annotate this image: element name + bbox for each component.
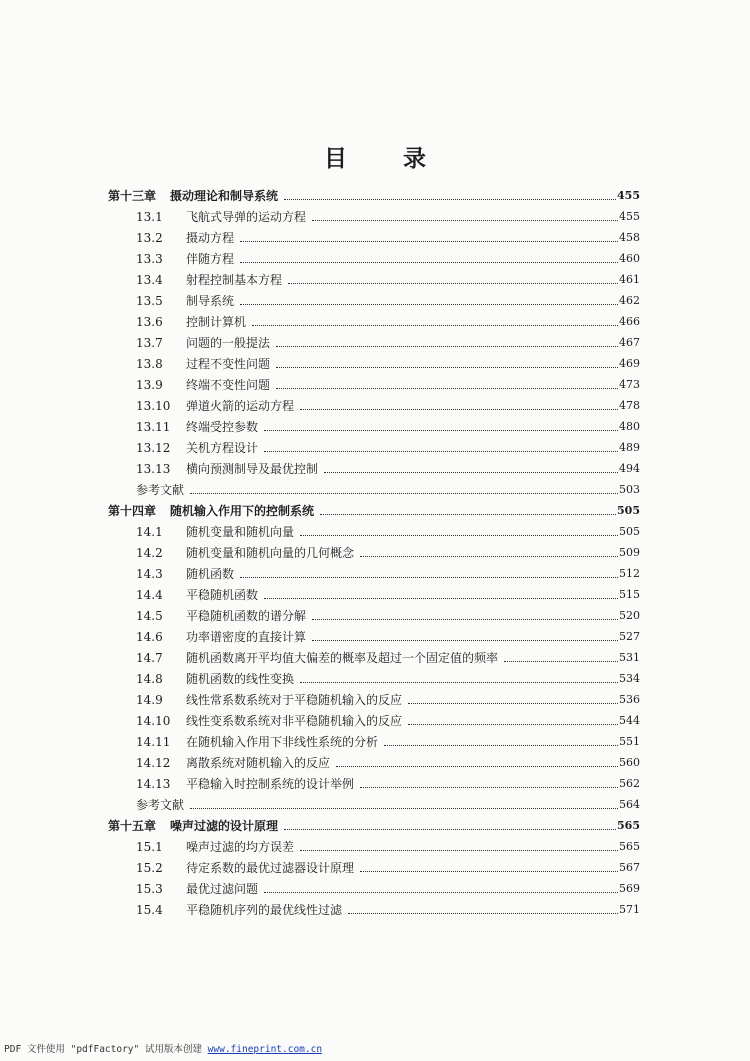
toc-number: 13.9 <box>136 378 163 392</box>
toc-page-number: 466 <box>619 315 640 328</box>
toc-number: 15.3 <box>136 882 163 896</box>
toc-section[interactable] <box>108 665 640 686</box>
toc-title: 噪声过滤的均方误差 <box>186 840 295 854</box>
toc-page-number: 520 <box>619 609 640 622</box>
leader-dots <box>336 765 618 767</box>
toc-section[interactable] <box>108 602 640 623</box>
toc-title: 随机输入作用下的控制系统 <box>170 504 315 518</box>
toc-page-number: 455 <box>617 189 640 202</box>
toc-section[interactable] <box>108 560 640 581</box>
toc-title: 摄动理论和制导系统 <box>170 189 279 203</box>
footer-link[interactable]: www.fineprint.com.cn <box>207 1044 323 1055</box>
toc-number: 15.2 <box>136 861 163 875</box>
toc-number: 14.11 <box>136 735 171 749</box>
leader-dots <box>276 366 618 368</box>
leader-dots <box>384 744 618 746</box>
pdf-footer <box>4 1041 322 1055</box>
leader-dots <box>264 597 618 599</box>
toc-page-number: 458 <box>619 231 640 244</box>
toc-title: 控制计算机 <box>186 315 247 329</box>
leader-dots <box>360 786 618 788</box>
toc-page-number: 509 <box>619 546 640 559</box>
toc-title: 线性常系数系统对于平稳随机输入的反应 <box>186 693 403 707</box>
toc-page-number: 480 <box>619 420 640 433</box>
toc-section[interactable] <box>108 224 640 245</box>
toc-page-number: 461 <box>619 273 640 286</box>
toc-title: 平稳随机函数 <box>186 588 259 602</box>
toc-section[interactable] <box>108 287 640 308</box>
leader-dots <box>360 870 618 872</box>
toc-title: 随机函数 <box>186 567 235 581</box>
leader-dots <box>276 345 618 347</box>
toc-section[interactable] <box>108 623 640 644</box>
table-of-contents <box>108 182 640 917</box>
toc-section[interactable] <box>108 749 640 770</box>
leader-dots <box>264 891 618 893</box>
leader-dots <box>312 618 618 620</box>
leader-dots <box>408 702 618 704</box>
toc-number: 13.13 <box>136 462 171 476</box>
toc-number: 14.5 <box>136 609 163 623</box>
toc-page-number: 503 <box>619 483 640 496</box>
toc-page-number: 564 <box>619 798 640 811</box>
toc-page-number: 562 <box>619 777 640 790</box>
toc-title: 射程控制基本方程 <box>186 273 283 287</box>
toc-title: 终端受控参数 <box>186 420 259 434</box>
toc-title: 线性变系数系统对非平稳随机输入的反应 <box>186 714 403 728</box>
toc-section[interactable] <box>108 833 640 854</box>
toc-number: 13.7 <box>136 336 163 350</box>
toc-number: 14.9 <box>136 693 163 707</box>
toc-title: 随机函数离开平均值大偏差的概率及超过一个固定值的频率 <box>186 651 499 665</box>
leader-dots <box>300 849 618 851</box>
toc-title: 伴随方程 <box>186 252 235 266</box>
toc-chapter[interactable] <box>108 182 640 203</box>
toc-number: 14.13 <box>136 777 171 791</box>
toc-page-number: 565 <box>619 840 640 853</box>
leader-dots <box>276 387 618 389</box>
toc-number: 15.4 <box>136 903 163 917</box>
leader-dots <box>324 471 618 473</box>
toc-title: 在随机输入作用下非线性系统的分析 <box>186 735 379 749</box>
toc-title: 待定系数的最优过滤器设计原理 <box>186 861 355 875</box>
toc-references[interactable] <box>108 791 640 812</box>
toc-page-number: 551 <box>619 735 640 748</box>
toc-section[interactable] <box>108 392 640 413</box>
toc-number: 13.2 <box>136 231 163 245</box>
toc-number: 13.5 <box>136 294 163 308</box>
toc-title: 摄动方程 <box>186 231 235 245</box>
toc-title: 功率谱密度的直接计算 <box>186 630 307 644</box>
toc-number: 14.6 <box>136 630 163 644</box>
toc-section[interactable] <box>108 770 640 791</box>
toc-number: 13.4 <box>136 273 163 287</box>
toc-title: 随机变量和随机向量的几何概念 <box>186 546 355 560</box>
toc-section[interactable] <box>108 875 640 896</box>
toc-title: 平稳随机函数的谱分解 <box>186 609 307 623</box>
toc-section[interactable] <box>108 308 640 329</box>
toc-title: 关机方程设计 <box>186 441 259 455</box>
toc-title: 随机函数的线性变换 <box>186 672 295 686</box>
footer-text: PDF 文件使用 "pdfFactory" 试用版本创建 <box>4 1044 208 1055</box>
toc-title: 噪声过滤的设计原理 <box>170 819 279 833</box>
leader-dots <box>240 240 618 242</box>
toc-number: 第十四章 <box>108 504 157 518</box>
leader-dots <box>300 408 618 410</box>
toc-title: 平稳随机序列的最优线性过滤 <box>186 903 343 917</box>
leader-dots <box>264 429 618 431</box>
leader-dots <box>300 534 618 536</box>
toc-section[interactable] <box>108 539 640 560</box>
toc-title: 随机变量和随机向量 <box>186 525 295 539</box>
toc-page-number: 534 <box>619 672 640 685</box>
leader-dots <box>252 324 618 326</box>
toc-title: 最优过滤问题 <box>186 882 259 896</box>
toc-number: 13.10 <box>136 399 171 413</box>
leader-dots <box>312 219 618 221</box>
toc-number: 14.2 <box>136 546 163 560</box>
toc-page-number: 505 <box>619 525 640 538</box>
leader-dots <box>240 261 618 263</box>
leader-dots <box>284 828 616 830</box>
toc-number: 14.8 <box>136 672 163 686</box>
toc-page-number: 515 <box>619 588 640 601</box>
leader-dots <box>408 723 618 725</box>
toc-page-number: 531 <box>619 651 640 664</box>
toc-number: 14.4 <box>136 588 163 602</box>
toc-number: 13.8 <box>136 357 163 371</box>
leader-dots <box>284 198 616 200</box>
toc-section[interactable] <box>108 518 640 539</box>
toc-page-number: 536 <box>619 693 640 706</box>
toc-title: 平稳输入时控制系统的设计举例 <box>186 777 355 791</box>
toc-page-number: 469 <box>619 357 640 370</box>
toc-title: 离散系统对随机输入的反应 <box>186 756 331 770</box>
toc-page-number: 569 <box>619 882 640 895</box>
toc-title: 弹道火箭的运动方程 <box>186 399 295 413</box>
toc-page-number: 467 <box>619 336 640 349</box>
toc-page-number: 455 <box>619 210 640 223</box>
toc-page-number: 505 <box>617 504 640 517</box>
toc-number: 13.1 <box>136 210 163 224</box>
toc-chapter[interactable] <box>108 812 640 833</box>
toc-number: 14.12 <box>136 756 171 770</box>
leader-dots <box>300 681 618 683</box>
toc-page-number: 512 <box>619 567 640 580</box>
toc-section[interactable] <box>108 581 640 602</box>
toc-section[interactable] <box>108 245 640 266</box>
leader-dots <box>264 450 618 452</box>
toc-page-number: 462 <box>619 294 640 307</box>
leader-dots <box>240 576 618 578</box>
toc-chapter[interactable] <box>108 497 640 518</box>
toc-page-number: 527 <box>619 630 640 643</box>
toc-section[interactable] <box>108 371 640 392</box>
toc-section[interactable] <box>108 455 640 476</box>
toc-page-number: 473 <box>619 378 640 391</box>
toc-section[interactable] <box>108 707 640 728</box>
toc-page-number: 489 <box>619 441 640 454</box>
leader-dots <box>348 912 618 914</box>
toc-number: 第十五章 <box>108 819 157 833</box>
toc-section[interactable] <box>108 896 640 917</box>
leader-dots <box>240 303 618 305</box>
leader-dots <box>320 513 616 515</box>
toc-title: 参考文献 <box>136 483 185 497</box>
toc-page-number: 567 <box>619 861 640 874</box>
toc-number: 14.1 <box>136 525 163 539</box>
toc-section[interactable] <box>108 434 640 455</box>
toc-page-number: 544 <box>619 714 640 727</box>
toc-number: 14.3 <box>136 567 163 581</box>
toc-number: 15.1 <box>136 840 163 854</box>
toc-section[interactable] <box>108 413 640 434</box>
toc-page-number: 478 <box>619 399 640 412</box>
toc-section[interactable] <box>108 854 640 875</box>
toc-section[interactable] <box>108 644 640 665</box>
toc-title: 终端不变性问题 <box>186 378 271 392</box>
toc-title: 制导系统 <box>186 294 235 308</box>
toc-section[interactable] <box>108 329 640 350</box>
toc-section[interactable] <box>108 350 640 371</box>
toc-number: 14.10 <box>136 714 171 728</box>
toc-title: 问题的一般提法 <box>186 336 271 350</box>
leader-dots <box>288 282 618 284</box>
toc-number: 14.7 <box>136 651 163 665</box>
leader-dots <box>504 660 618 662</box>
toc-number: 13.11 <box>136 420 171 434</box>
toc-number: 13.6 <box>136 315 163 329</box>
leader-dots <box>190 807 618 809</box>
toc-page-number: 565 <box>617 819 640 832</box>
toc-title: 参考文献 <box>136 798 185 812</box>
toc-section[interactable] <box>108 728 640 749</box>
leader-dots <box>312 639 618 641</box>
toc-number: 第十三章 <box>108 189 157 203</box>
toc-page-number: 560 <box>619 756 640 769</box>
toc-references[interactable] <box>108 476 640 497</box>
toc-section[interactable] <box>108 203 640 224</box>
toc-number: 13.12 <box>136 441 171 455</box>
toc-page-number: 494 <box>619 462 640 475</box>
toc-page-number: 460 <box>619 252 640 265</box>
leader-dots <box>190 492 618 494</box>
leader-dots <box>360 555 618 557</box>
toc-section[interactable] <box>108 686 640 707</box>
toc-title: 飞航式导弹的运动方程 <box>186 210 307 224</box>
toc-title: 过程不变性问题 <box>186 357 271 371</box>
toc-title: 横向预测制导及最优控制 <box>186 462 319 476</box>
toc-section[interactable] <box>108 266 640 287</box>
toc-page-number: 571 <box>619 903 640 916</box>
toc-number: 13.3 <box>136 252 163 266</box>
page-title: 目录 <box>324 145 482 172</box>
